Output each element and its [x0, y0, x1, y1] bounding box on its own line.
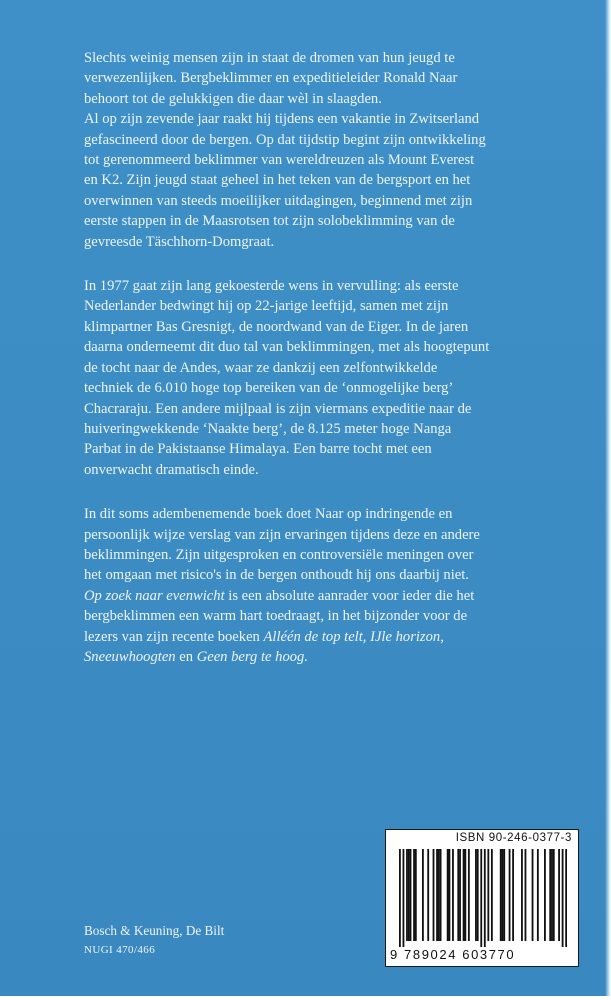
text-line: huiveringwekkende ‘Naakte berg’, de 8.125 meter hoge Nanga: [84, 420, 452, 437]
barcode-bar: [553, 849, 555, 941]
barcode-bar: [452, 849, 454, 941]
text-line: verwezenlijken. Bergbeklimmer en expeditieleider Ronald Naar: [84, 70, 458, 87]
barcode-bar: [438, 849, 440, 941]
barcode-bar: [468, 849, 470, 941]
barcode-bar: [480, 849, 482, 947]
barcode-bar: [512, 849, 514, 941]
barcode-bar: [459, 849, 461, 941]
blurb-text: [84, 48, 594, 667]
barcode-bar: [565, 849, 567, 947]
text-line: klimpartner Bas Gresnigt, de noordwand van de Eiger. In de jaren: [84, 318, 469, 335]
barcode-bar: [509, 849, 511, 941]
barcode-bar: [422, 849, 424, 941]
barcode-bar: [475, 849, 477, 941]
text-line: [84, 627, 594, 647]
barcode-bar: [449, 849, 451, 941]
barcode-bar: [413, 849, 415, 941]
ean-digits: 9 789024 603770: [390, 947, 516, 962]
text-line: beklimmingen. Zijn uitgesproken en controversiële meningen over: [84, 546, 474, 563]
text-line: [84, 647, 594, 667]
text-fragment: is een absolute aanrader voor ieder die het: [224, 587, 475, 604]
text-line: techniek de 6.010 hoge top bereiken van de ‘onmogelijke berg’: [84, 380, 454, 397]
barcode-bar: [491, 849, 493, 941]
barcode-bar: [537, 849, 539, 941]
paragraph-2: [84, 276, 594, 480]
text-fragment: lezers van zijn recente boeken: [84, 628, 264, 645]
text-line: persoonlijk wijze verslag van zijn ervaringen tijdens deze en andere: [84, 526, 480, 543]
text-line: Parbat in de Pakistaanse Himalaya. Een barre tocht met een: [84, 441, 432, 458]
barcode-bar: [463, 849, 465, 941]
text-line: Slechts weinig mensen zijn in staat de dromen van hun jeugd te: [84, 50, 455, 66]
paragraph-3: [84, 504, 594, 667]
barcode-bar: [525, 849, 527, 941]
barcode-bar: [549, 849, 551, 941]
barcode-bar: [410, 849, 412, 941]
book-title-italic: Sneeuwhoogten: [84, 648, 176, 665]
text-line: Chacraraju. Een andere mijlpaal is zijn viermans expeditie naar de: [84, 400, 472, 417]
publisher-name: Bosch & Keuning, De Bilt: [84, 923, 225, 938]
barcode-bar: [544, 849, 546, 941]
barcode-bar: [477, 849, 479, 941]
barcode-bar: [427, 849, 429, 941]
barcode-bar: [503, 849, 505, 941]
text-line: de tocht naar de Andes, waar ze dankzij een zelfontwikkelde: [84, 359, 438, 376]
book-title-italic: Op zoek naar evenwicht: [84, 587, 225, 604]
barcode-bar: [551, 849, 553, 941]
barcode-bar: [502, 849, 504, 941]
text-line: en K2. Zijn jeugd staat geheel in het teken van de bergsport en het: [84, 172, 471, 189]
barcode-bar: [415, 849, 417, 941]
barcode-bars: [399, 849, 567, 947]
barcode-bar: [562, 849, 564, 947]
barcode-bar: [433, 849, 435, 941]
paragraph-1: [84, 48, 594, 252]
barcode-bar: [558, 849, 560, 941]
isbn-label: ISBN 90-246-0377-3: [455, 832, 572, 844]
text-line: Al op zijn zevende jaar raakt hij tijdens een vakantie in Zwitserland: [84, 111, 480, 128]
text-line: Nederlander bedwingt hij op 22-jarige leeftijd, samen met zijn: [84, 298, 449, 315]
barcode-bar: [406, 849, 408, 941]
book-title-italic: Geen berg te hoog.: [196, 648, 309, 665]
barcode-bar: [447, 849, 449, 941]
barcode-bar: [487, 849, 489, 941]
barcode-bar: [500, 849, 502, 941]
text-line: het omgaan met risico's in de bergen onthoudt hij ons daarbij niet.: [84, 567, 469, 584]
barcode-bar: [408, 849, 410, 941]
text-line: [84, 586, 594, 606]
book-titles-italic: Alléén de top telt, IJle horizon,: [263, 628, 444, 645]
page-edge-bottom: [0, 996, 611, 1000]
text-line: In dit soms adembenemende boek doet Naar op indringende en: [84, 506, 453, 523]
barcode-bar: [399, 849, 401, 947]
text-line: onverwacht dramatisch einde.: [84, 461, 259, 478]
text-line: eerste stappen in de Maasrotsen tot zijn solobeklimming van de: [84, 213, 455, 230]
barcode-bar: [521, 849, 523, 941]
barcode-bar: [436, 849, 438, 941]
barcode-bar: [532, 849, 534, 941]
text-line: behoort tot de gelukkigen die daar wèl in slaagden.: [84, 90, 382, 107]
barcode-box: [385, 829, 579, 967]
text-fragment: en: [175, 648, 197, 665]
text-line: In 1977 gaat zijn lang gekoesterde wens in vervulling: als eerste: [84, 278, 459, 295]
text-line: bergbeklimmen een warm hart toedraagt, in het bijzonder voor de: [84, 608, 468, 625]
text-line: gefascineerd door de bergen. Op dat tijdstip begint zijn ontwikkeling: [84, 131, 486, 148]
barcode-bar: [403, 849, 405, 947]
nugi-code: NUGI 470/466: [84, 944, 156, 956]
text-line: overwinnen van steeds moeilijker uitdagingen, beginnend met zijn: [84, 192, 473, 209]
page-edge-right: [605, 0, 611, 1000]
barcode-bar: [484, 849, 486, 947]
text-line: daarna onderneemt dit duo tal van beklimmingen, met als hoogtepunt: [84, 339, 490, 356]
barcode-bar: [457, 849, 459, 941]
text-line: gevreesde Täschhorn-Domgraat.: [84, 233, 275, 250]
text-line: tot gerenommeerd beklimmer van wereldreuzen als Mount Everest: [84, 152, 475, 169]
barcode-bar: [464, 849, 466, 941]
barcode-bar: [440, 849, 442, 941]
